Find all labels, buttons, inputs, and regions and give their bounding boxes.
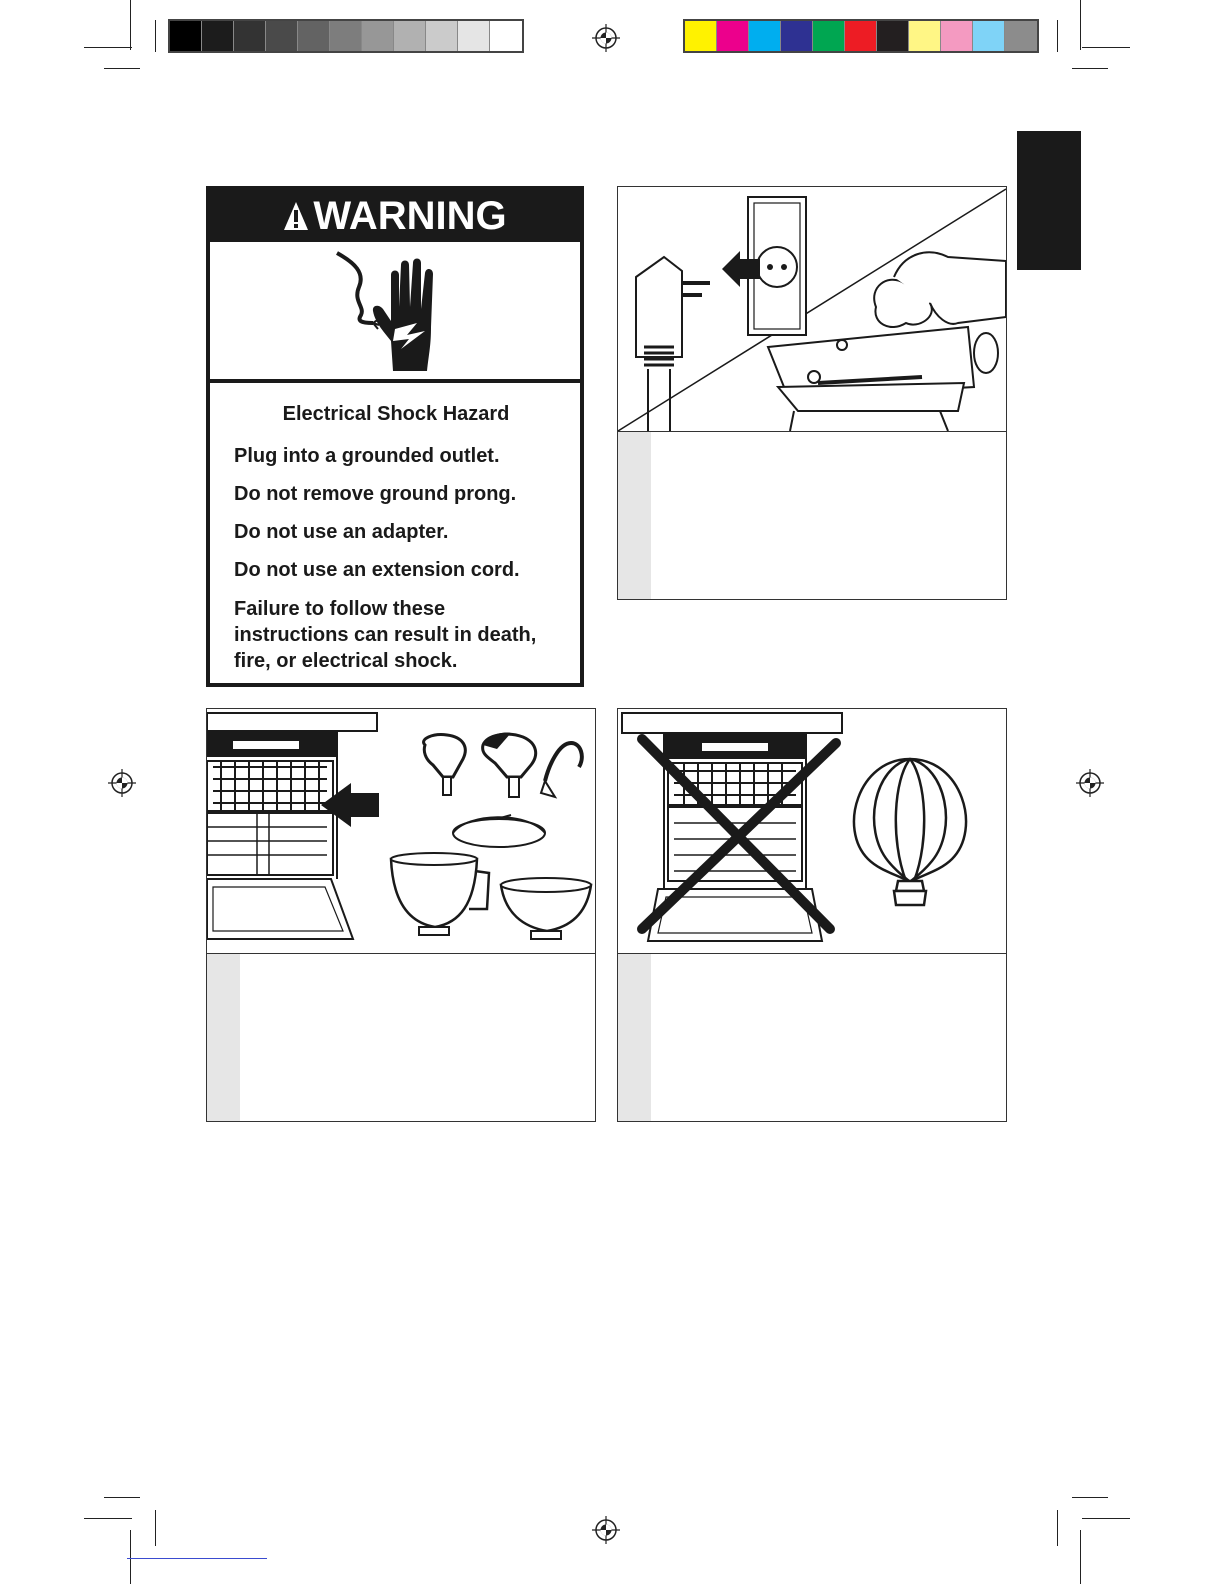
warning-triangle-icon — [283, 199, 309, 233]
color-swatch — [909, 21, 941, 51]
gray-swatch — [458, 21, 490, 51]
process-color-bar — [683, 19, 1039, 53]
color-swatch — [813, 21, 845, 51]
bowl-icon — [501, 878, 591, 939]
color-swatch — [973, 21, 1005, 51]
electrical-warning-box — [206, 186, 584, 687]
gray-color-bar — [168, 19, 524, 53]
gray-swatch — [330, 21, 362, 51]
dough-hook-icon — [541, 743, 582, 797]
registration-mark-icon — [592, 1516, 620, 1544]
wire-whip-icon — [854, 759, 966, 905]
gray-swatch — [234, 21, 266, 51]
color-swatch — [685, 21, 717, 51]
color-swatch — [1005, 21, 1037, 51]
warning-rule: Do not use an adapter. — [234, 521, 449, 543]
page-footer-line — [127, 1558, 267, 1559]
color-swatch — [845, 21, 877, 51]
gray-swatch — [490, 21, 522, 51]
unplug-clean-panel — [617, 186, 1007, 600]
color-swatch — [717, 21, 749, 51]
hand-cloth-icon — [874, 252, 1006, 327]
gray-swatch — [362, 21, 394, 51]
dishwasher-icon — [207, 713, 377, 939]
mixer-icon — [768, 327, 998, 431]
pouring-shield-icon — [453, 815, 545, 847]
warning-consequence: Failure to follow these instructions can result in death, fire, or electrical shock. — [234, 598, 537, 672]
gray-swatch — [202, 21, 234, 51]
not-dishwasher-safe-illustration — [618, 709, 1006, 954]
step-strip — [207, 954, 240, 1121]
gray-swatch — [298, 21, 330, 51]
flex-beater-icon — [483, 733, 536, 798]
warning-rule: Plug into a grounded outlet. — [234, 445, 500, 467]
color-swatch — [877, 21, 909, 51]
bowl-icon — [391, 853, 489, 935]
dishwasher-safe-panel — [206, 708, 596, 1122]
color-swatch — [749, 21, 781, 51]
step-strip — [618, 432, 651, 599]
not-dishwasher-safe-panel — [617, 708, 1007, 1122]
warning-header — [210, 190, 580, 242]
color-swatch — [941, 21, 973, 51]
warning-rule: Do not use an extension cord. — [234, 559, 520, 581]
registration-mark-icon — [108, 769, 136, 797]
dishwasher-safe-illustration — [207, 709, 595, 954]
shock-hand-icon — [335, 249, 455, 373]
hazard-title: Electrical Shock Hazard — [282, 403, 510, 425]
gray-swatch — [394, 21, 426, 51]
gray-swatch — [170, 21, 202, 51]
warning-rule: Do not remove ground prong. — [234, 483, 517, 505]
unplug-illustration — [618, 187, 1006, 432]
registration-mark-icon — [1076, 769, 1104, 797]
gray-swatch — [426, 21, 458, 51]
gray-swatch — [266, 21, 298, 51]
flat-beater-icon — [424, 735, 466, 795]
registration-mark-icon — [592, 24, 620, 52]
shock-hazard-symbol — [210, 242, 580, 383]
warning-title: WARNING — [313, 193, 507, 238]
language-side-tab — [1017, 131, 1081, 270]
color-swatch — [781, 21, 813, 51]
step-strip — [618, 954, 651, 1121]
plug-icon — [636, 257, 710, 431]
